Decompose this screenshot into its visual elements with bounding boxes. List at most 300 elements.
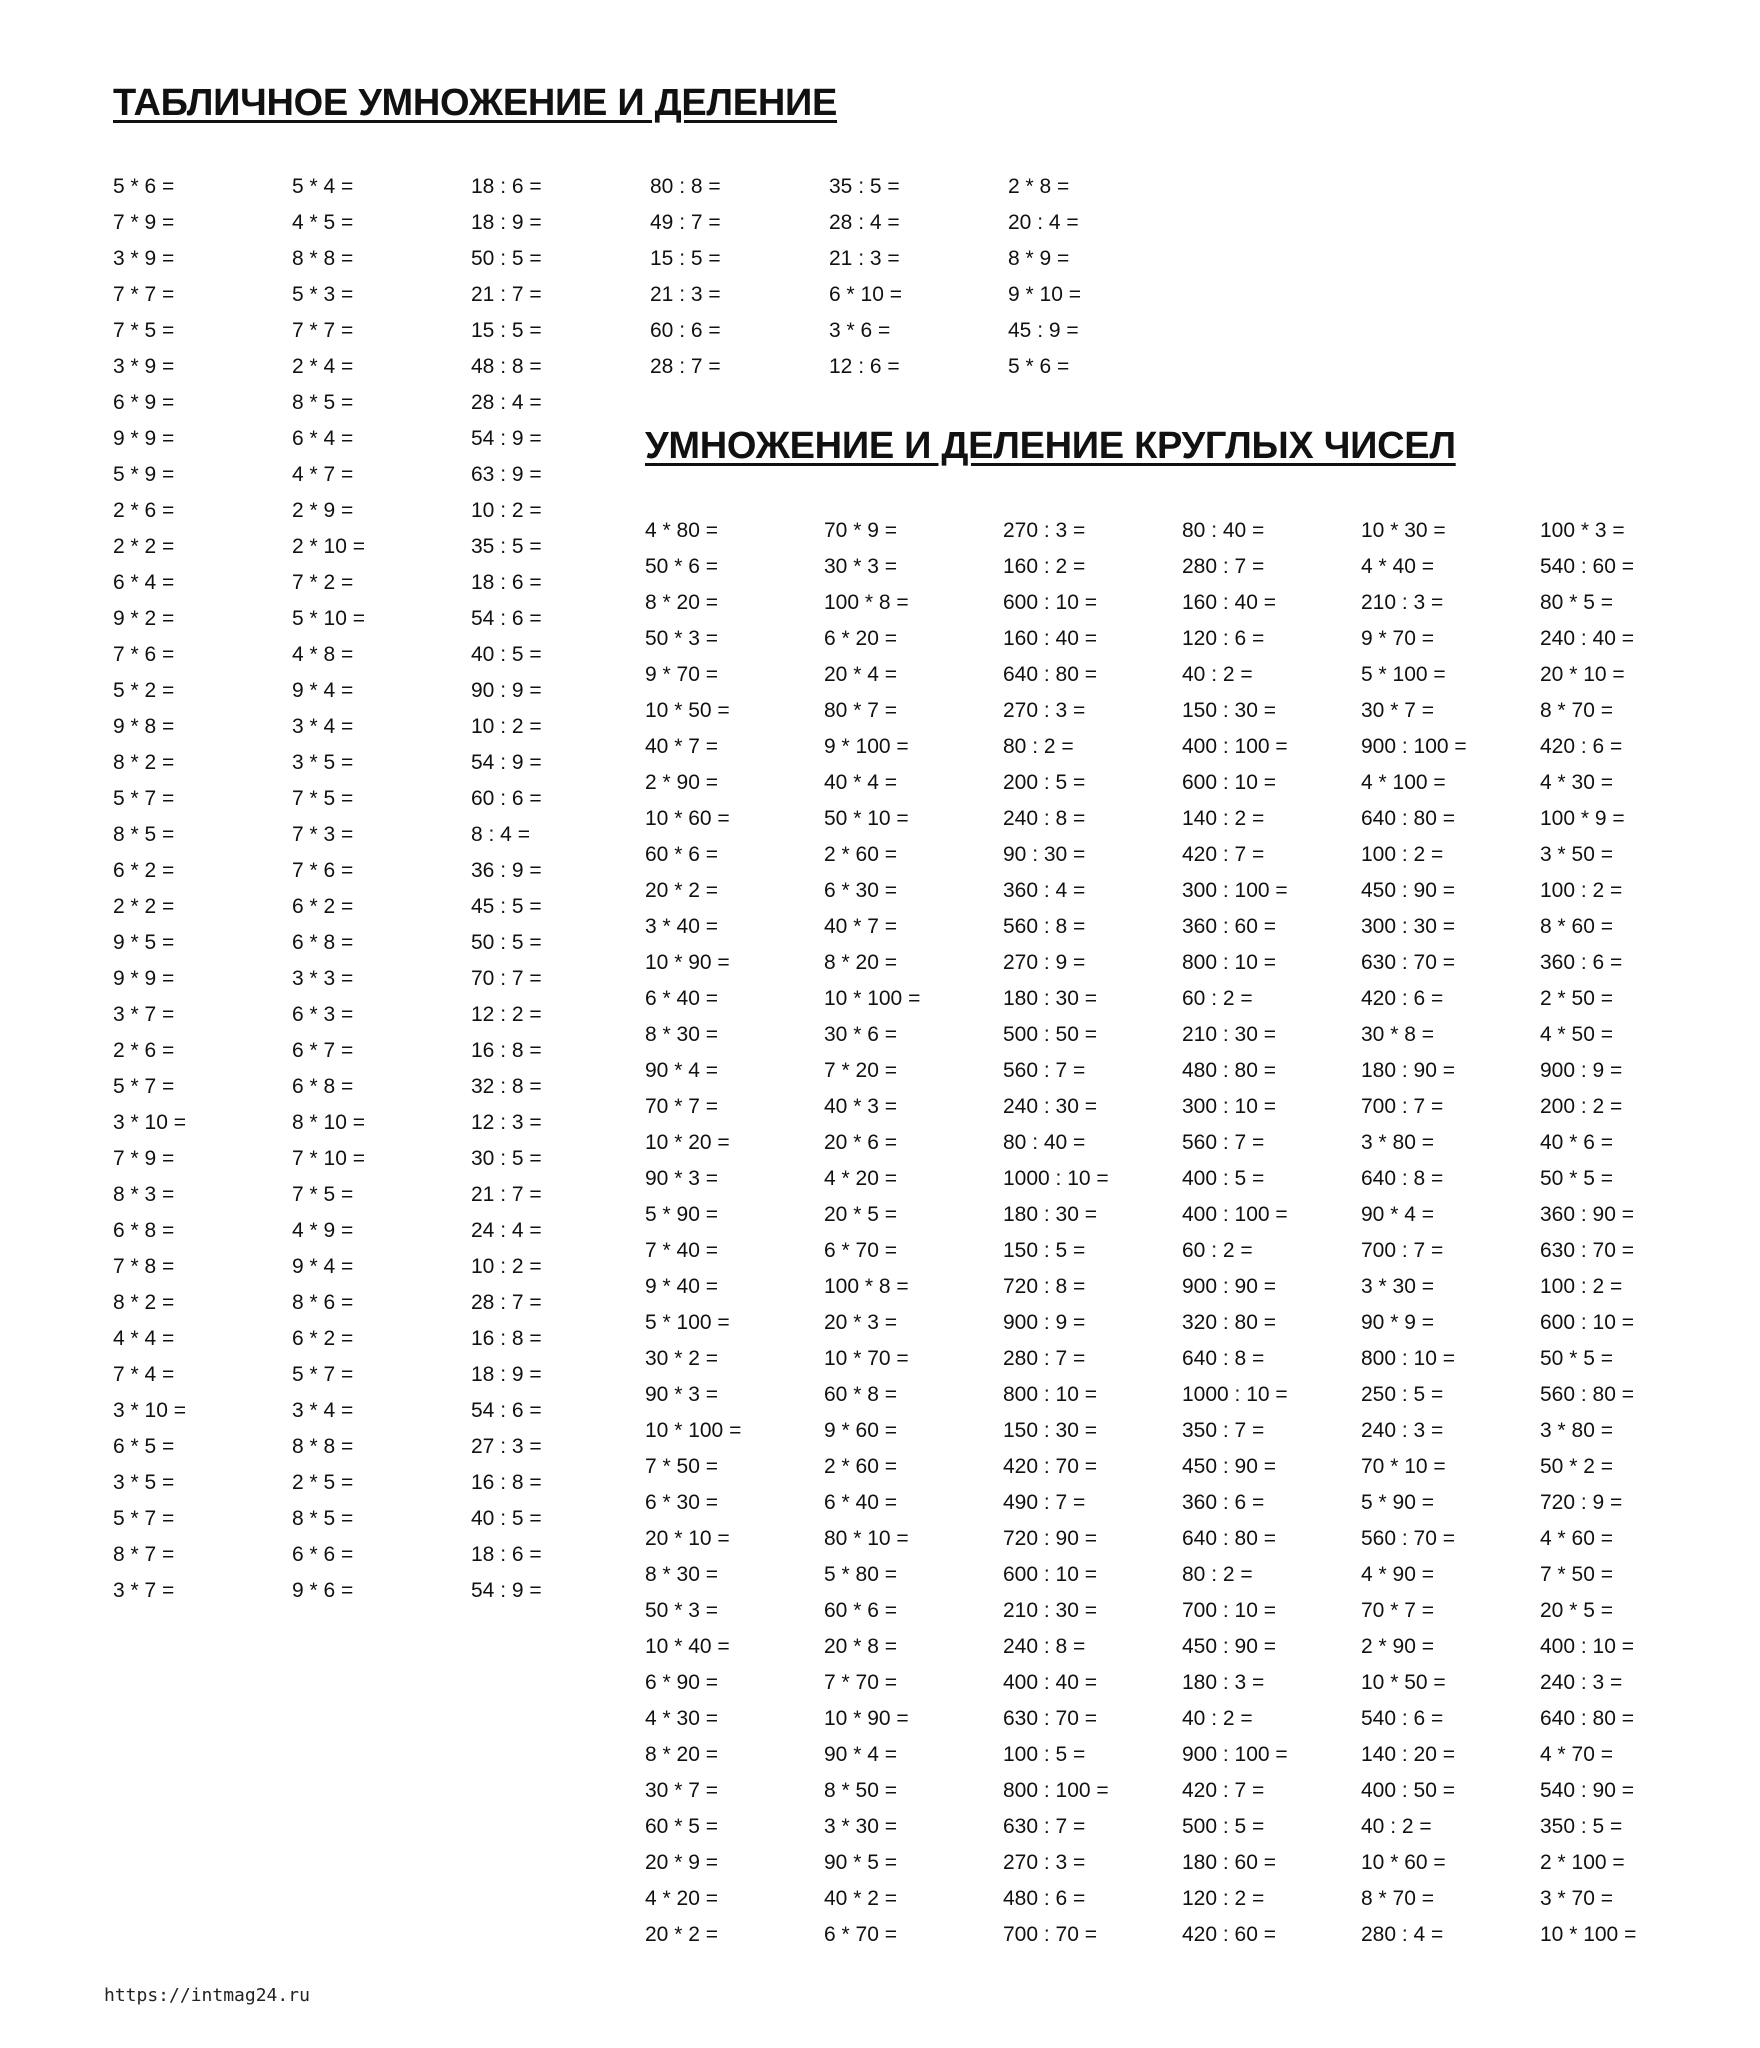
exercise-item: 540 : 6 = bbox=[1361, 1707, 1444, 1730]
exercise-item: 54 : 9 = bbox=[471, 1579, 542, 1602]
exercise-item: 6 * 20 = bbox=[824, 627, 897, 650]
exercise-item: 7 * 40 = bbox=[645, 1239, 718, 1262]
exercise-item: 300 : 10 = bbox=[1182, 1095, 1276, 1118]
exercise-item: 4 * 5 = bbox=[292, 211, 354, 234]
exercise-item: 70 : 7 = bbox=[471, 967, 542, 990]
exercise-item: 420 : 7 = bbox=[1182, 843, 1265, 866]
exercise-item: 4 * 80 = bbox=[645, 519, 718, 542]
exercise-item: 20 * 6 = bbox=[824, 1131, 897, 1154]
exercise-item: 30 * 3 = bbox=[824, 555, 897, 578]
exercise-item: 280 : 7 = bbox=[1182, 555, 1265, 578]
exercise-item: 7 * 50 = bbox=[1540, 1563, 1613, 1586]
exercise-item: 80 : 40 = bbox=[1182, 519, 1265, 542]
exercise-item: 4 * 70 = bbox=[1540, 1743, 1613, 1766]
exercise-item: 6 * 7 = bbox=[292, 1039, 354, 1062]
exercise-item: 70 * 10 = bbox=[1361, 1455, 1446, 1478]
exercise-item: 10 * 100 = bbox=[645, 1419, 742, 1442]
exercise-item: 600 : 10 = bbox=[1003, 591, 1097, 614]
exercise-item: 3 * 30 = bbox=[824, 1815, 897, 1838]
exercise-item: 270 : 3 = bbox=[1003, 519, 1086, 542]
exercise-item: 180 : 90 = bbox=[1361, 1059, 1455, 1082]
exercise-item: 2 * 4 = bbox=[292, 355, 354, 378]
exercise-item: 80 * 5 = bbox=[1540, 591, 1613, 614]
exercise-item: 70 * 9 = bbox=[824, 519, 897, 542]
exercise-item: 20 * 10 = bbox=[1540, 663, 1625, 686]
exercise-item: 7 * 5 = bbox=[292, 787, 354, 810]
exercise-item: 7 * 50 = bbox=[645, 1455, 718, 1478]
exercise-item: 6 * 70 = bbox=[824, 1239, 897, 1262]
exercise-item: 240 : 3 = bbox=[1361, 1419, 1444, 1442]
exercise-item: 360 : 6 = bbox=[1182, 1491, 1265, 1514]
exercise-item: 9 * 5 = bbox=[113, 931, 175, 954]
exercise-item: 8 * 50 = bbox=[824, 1779, 897, 1802]
exercise-item: 8 * 8 = bbox=[292, 1435, 354, 1458]
exercise-item: 48 : 8 = bbox=[471, 355, 542, 378]
exercise-item: 100 : 2 = bbox=[1361, 843, 1444, 866]
exercise-item: 400 : 100 = bbox=[1182, 735, 1288, 758]
exercise-item: 40 * 6 = bbox=[1540, 1131, 1613, 1154]
exercise-item: 3 * 50 = bbox=[1540, 843, 1613, 866]
exercise-item: 6 * 3 = bbox=[292, 1003, 354, 1026]
exercise-item: 8 * 70 = bbox=[1361, 1887, 1434, 1910]
exercise-item: 450 : 90 = bbox=[1182, 1455, 1276, 1478]
table-column-5 bbox=[829, 169, 902, 378]
exercise-item: 10 * 70 = bbox=[824, 1347, 909, 1370]
round-column-2 bbox=[824, 513, 920, 1953]
exercise-item: 6 * 10 = bbox=[829, 283, 902, 306]
exercise-item: 10 * 30 = bbox=[1361, 519, 1446, 542]
exercise-item: 10 : 2 = bbox=[471, 499, 542, 522]
exercise-item: 9 * 9 = bbox=[113, 427, 175, 450]
exercise-item: 3 * 4 = bbox=[292, 715, 354, 738]
exercise-item: 40 : 2 = bbox=[1182, 663, 1253, 686]
exercise-item: 10 : 2 = bbox=[471, 1255, 542, 1278]
exercise-item: 350 : 7 = bbox=[1182, 1419, 1265, 1442]
exercise-item: 10 * 40 = bbox=[645, 1635, 730, 1658]
exercise-item: 80 * 7 = bbox=[824, 699, 897, 722]
exercise-item: 630 : 70 = bbox=[1361, 951, 1455, 974]
exercise-item: 6 * 6 = bbox=[292, 1543, 354, 1566]
exercise-item: 900 : 9 = bbox=[1540, 1059, 1623, 1082]
exercise-item: 18 : 9 = bbox=[471, 211, 542, 234]
exercise-item: 60 : 2 = bbox=[1182, 987, 1253, 1010]
exercise-item: 28 : 7 = bbox=[650, 355, 721, 378]
exercise-item: 5 * 90 = bbox=[1361, 1491, 1434, 1514]
exercise-item: 7 * 5 = bbox=[292, 1183, 354, 1206]
exercise-item: 100 : 2 = bbox=[1540, 1275, 1623, 1298]
footer-url: https://intmag24.ru bbox=[104, 1985, 310, 2006]
exercise-item: 4 * 50 = bbox=[1540, 1023, 1613, 1046]
exercise-item: 3 * 10 = bbox=[113, 1111, 186, 1134]
exercise-item: 700 : 7 = bbox=[1361, 1095, 1444, 1118]
exercise-item: 240 : 8 = bbox=[1003, 807, 1086, 830]
exercise-item: 400 : 100 = bbox=[1182, 1203, 1288, 1226]
exercise-item: 420 : 70 = bbox=[1003, 1455, 1097, 1478]
exercise-item: 360 : 6 = bbox=[1540, 951, 1623, 974]
table-column-1 bbox=[113, 169, 186, 1609]
exercise-item: 50 * 3 = bbox=[645, 627, 718, 650]
exercise-item: 20 * 9 = bbox=[645, 1851, 718, 1874]
exercise-item: 700 : 10 = bbox=[1182, 1599, 1276, 1622]
table-column-2 bbox=[292, 169, 365, 1609]
exercise-item: 60 * 8 = bbox=[824, 1383, 897, 1406]
exercise-item: 9 * 2 = bbox=[113, 607, 175, 630]
exercise-item: 10 * 60 = bbox=[645, 807, 730, 830]
exercise-item: 12 : 6 = bbox=[829, 355, 900, 378]
exercise-item: 240 : 8 = bbox=[1003, 1635, 1086, 1658]
exercise-item: 3 * 4 = bbox=[292, 1399, 354, 1422]
exercise-item: 140 : 20 = bbox=[1361, 1743, 1455, 1766]
exercise-item: 7 * 6 = bbox=[292, 859, 354, 882]
exercise-item: 40 : 2 = bbox=[1182, 1707, 1253, 1730]
exercise-item: 420 : 60 = bbox=[1182, 1923, 1276, 1946]
exercise-item: 4 * 40 = bbox=[1361, 555, 1434, 578]
exercise-item: 27 : 3 = bbox=[471, 1435, 542, 1458]
section-title-round-numbers: УМНОЖЕНИЕ И ДЕЛЕНИЕ КРУГЛЫХ ЧИСЕЛ bbox=[645, 425, 1456, 467]
exercise-item: 40 * 4 = bbox=[824, 771, 897, 794]
exercise-item: 2 * 90 = bbox=[645, 771, 718, 794]
exercise-item: 7 * 70 = bbox=[824, 1671, 897, 1694]
exercise-item: 160 : 40 = bbox=[1003, 627, 1097, 650]
exercise-item: 8 * 10 = bbox=[292, 1111, 365, 1134]
exercise-item: 80 * 10 = bbox=[824, 1527, 909, 1550]
exercise-item: 1000 : 10 = bbox=[1182, 1383, 1288, 1406]
exercise-item: 8 * 5 = bbox=[292, 391, 354, 414]
exercise-item: 7 * 9 = bbox=[113, 211, 175, 234]
exercise-item: 5 * 3 = bbox=[292, 283, 354, 306]
exercise-item: 300 : 100 = bbox=[1182, 879, 1288, 902]
exercise-item: 54 : 9 = bbox=[471, 751, 542, 774]
exercise-item: 7 * 2 = bbox=[292, 571, 354, 594]
exercise-item: 180 : 30 = bbox=[1003, 1203, 1097, 1226]
exercise-item: 2 * 9 = bbox=[292, 499, 354, 522]
exercise-item: 6 * 40 = bbox=[824, 1491, 897, 1514]
exercise-item: 8 * 30 = bbox=[645, 1563, 718, 1586]
exercise-item: 300 : 30 = bbox=[1361, 915, 1455, 938]
exercise-item: 50 : 5 = bbox=[471, 931, 542, 954]
exercise-item: 100 * 3 = bbox=[1540, 519, 1625, 542]
exercise-item: 270 : 3 = bbox=[1003, 699, 1086, 722]
exercise-item: 2 * 2 = bbox=[113, 895, 175, 918]
exercise-item: 5 * 9 = bbox=[113, 463, 175, 486]
exercise-item: 4 * 20 = bbox=[824, 1167, 897, 1190]
exercise-item: 10 * 90 = bbox=[645, 951, 730, 974]
exercise-item: 210 : 3 = bbox=[1361, 591, 1444, 614]
exercise-item: 6 * 40 = bbox=[645, 987, 718, 1010]
exercise-item: 50 : 5 = bbox=[471, 247, 542, 270]
exercise-item: 54 : 6 = bbox=[471, 607, 542, 630]
exercise-item: 6 * 4 = bbox=[292, 427, 354, 450]
exercise-item: 50 * 3 = bbox=[645, 1599, 718, 1622]
exercise-item: 800 : 10 = bbox=[1361, 1347, 1455, 1370]
exercise-item: 80 : 2 = bbox=[1003, 735, 1074, 758]
exercise-item: 16 : 8 = bbox=[471, 1327, 542, 1350]
exercise-item: 4 * 30 = bbox=[1540, 771, 1613, 794]
exercise-item: 8 * 20 = bbox=[824, 951, 897, 974]
exercise-item: 720 : 9 = bbox=[1540, 1491, 1623, 1514]
exercise-item: 50 * 5 = bbox=[1540, 1167, 1613, 1190]
exercise-item: 9 * 8 = bbox=[113, 715, 175, 738]
exercise-item: 20 : 4 = bbox=[1008, 211, 1079, 234]
exercise-item: 160 : 40 = bbox=[1182, 591, 1276, 614]
exercise-item: 18 : 6 = bbox=[471, 175, 542, 198]
table-column-6 bbox=[1008, 169, 1081, 378]
exercise-item: 3 * 80 = bbox=[1361, 1131, 1434, 1154]
exercise-item: 15 : 5 = bbox=[650, 247, 721, 270]
exercise-item: 90 : 30 = bbox=[1003, 843, 1086, 866]
exercise-item: 560 : 80 = bbox=[1540, 1383, 1634, 1406]
exercise-item: 900 : 100 = bbox=[1361, 735, 1467, 758]
exercise-item: 10 * 50 = bbox=[1361, 1671, 1446, 1694]
exercise-item: 6 * 90 = bbox=[645, 1671, 718, 1694]
exercise-item: 3 * 9 = bbox=[113, 247, 175, 270]
exercise-item: 30 * 2 = bbox=[645, 1347, 718, 1370]
exercise-item: 4 * 9 = bbox=[292, 1219, 354, 1242]
exercise-item: 2 * 6 = bbox=[113, 1039, 175, 1062]
round-column-6 bbox=[1540, 513, 1636, 1953]
exercise-item: 450 : 90 = bbox=[1361, 879, 1455, 902]
exercise-item: 80 : 2 = bbox=[1182, 1563, 1253, 1586]
exercise-item: 150 : 30 = bbox=[1003, 1419, 1097, 1442]
exercise-item: 7 * 7 = bbox=[292, 319, 354, 342]
exercise-item: 280 : 4 = bbox=[1361, 1923, 1444, 1946]
section-title-table-multiplication: ТАБЛИЧНОЕ УМНОЖЕНИЕ И ДЕЛЕНИЕ bbox=[113, 82, 838, 124]
exercise-item: 2 * 6 = bbox=[113, 499, 175, 522]
exercise-item: 400 : 10 = bbox=[1540, 1635, 1634, 1658]
exercise-item: 150 : 30 = bbox=[1182, 699, 1276, 722]
exercise-item: 10 * 90 = bbox=[824, 1707, 909, 1730]
exercise-item: 8 * 2 = bbox=[113, 751, 175, 774]
exercise-item: 280 : 7 = bbox=[1003, 1347, 1086, 1370]
exercise-item: 50 * 6 = bbox=[645, 555, 718, 578]
exercise-item: 10 * 60 = bbox=[1361, 1851, 1446, 1874]
exercise-item: 1000 : 10 = bbox=[1003, 1167, 1109, 1190]
exercise-item: 10 * 20 = bbox=[645, 1131, 730, 1154]
exercise-item: 3 * 5 = bbox=[292, 751, 354, 774]
exercise-item: 2 * 10 = bbox=[292, 535, 365, 558]
exercise-item: 5 * 7 = bbox=[113, 1507, 175, 1530]
exercise-item: 21 : 7 = bbox=[471, 1183, 542, 1206]
exercise-item: 7 * 4 = bbox=[113, 1363, 175, 1386]
exercise-item: 6 * 5 = bbox=[113, 1435, 175, 1458]
exercise-item: 5 * 2 = bbox=[113, 679, 175, 702]
exercise-item: 900 : 100 = bbox=[1182, 1743, 1288, 1766]
exercise-item: 600 : 10 = bbox=[1003, 1563, 1097, 1586]
exercise-item: 10 * 50 = bbox=[645, 699, 730, 722]
exercise-item: 100 : 5 = bbox=[1003, 1743, 1086, 1766]
exercise-item: 3 * 30 = bbox=[1361, 1275, 1434, 1298]
exercise-item: 7 * 5 = bbox=[113, 319, 175, 342]
exercise-item: 3 * 80 = bbox=[1540, 1419, 1613, 1442]
exercise-item: 35 : 5 = bbox=[829, 175, 900, 198]
exercise-item: 640 : 80 = bbox=[1182, 1527, 1276, 1550]
exercise-item: 50 * 2 = bbox=[1540, 1455, 1613, 1478]
exercise-item: 90 * 5 = bbox=[824, 1851, 897, 1874]
exercise-item: 40 * 7 = bbox=[824, 915, 897, 938]
exercise-item: 800 : 10 = bbox=[1182, 951, 1276, 974]
exercise-item: 20 * 10 = bbox=[645, 1527, 730, 1550]
exercise-item: 640 : 80 = bbox=[1003, 663, 1097, 686]
exercise-item: 240 : 40 = bbox=[1540, 627, 1634, 650]
exercise-item: 540 : 60 = bbox=[1540, 555, 1634, 578]
exercise-item: 7 * 8 = bbox=[113, 1255, 175, 1278]
exercise-item: 8 * 3 = bbox=[113, 1183, 175, 1206]
exercise-item: 4 * 90 = bbox=[1361, 1563, 1434, 1586]
exercise-item: 700 : 7 = bbox=[1361, 1239, 1444, 1262]
exercise-item: 6 * 70 = bbox=[824, 1923, 897, 1946]
exercise-item: 9 * 60 = bbox=[824, 1419, 897, 1442]
exercise-item: 9 * 70 = bbox=[645, 663, 718, 686]
exercise-item: 36 : 9 = bbox=[471, 859, 542, 882]
exercise-item: 8 * 30 = bbox=[645, 1023, 718, 1046]
exercise-item: 28 : 7 = bbox=[471, 1291, 542, 1314]
exercise-item: 640 : 80 = bbox=[1540, 1707, 1634, 1730]
exercise-item: 640 : 80 = bbox=[1361, 807, 1455, 830]
exercise-item: 60 : 6 = bbox=[471, 787, 542, 810]
exercise-item: 20 * 5 = bbox=[824, 1203, 897, 1226]
exercise-item: 640 : 8 = bbox=[1361, 1167, 1444, 1190]
exercise-item: 9 * 100 = bbox=[824, 735, 909, 758]
exercise-item: 12 : 3 = bbox=[471, 1111, 542, 1134]
exercise-item: 18 : 6 = bbox=[471, 1543, 542, 1566]
exercise-item: 4 * 8 = bbox=[292, 643, 354, 666]
exercise-item: 8 * 20 = bbox=[645, 591, 718, 614]
exercise-item: 8 * 9 = bbox=[1008, 247, 1070, 270]
exercise-item: 5 * 6 = bbox=[113, 175, 175, 198]
exercise-item: 2 * 60 = bbox=[824, 843, 897, 866]
exercise-item: 8 * 7 = bbox=[113, 1543, 175, 1566]
exercise-item: 40 * 2 = bbox=[824, 1887, 897, 1910]
exercise-item: 5 * 7 = bbox=[292, 1363, 354, 1386]
exercise-item: 90 * 4 = bbox=[1361, 1203, 1434, 1226]
exercise-item: 4 * 20 = bbox=[645, 1887, 718, 1910]
exercise-item: 7 * 9 = bbox=[113, 1147, 175, 1170]
exercise-item: 54 : 9 = bbox=[471, 427, 542, 450]
exercise-item: 3 * 5 = bbox=[113, 1471, 175, 1494]
exercise-item: 2 * 60 = bbox=[824, 1455, 897, 1478]
exercise-item: 400 : 5 = bbox=[1182, 1167, 1265, 1190]
exercise-item: 360 : 60 = bbox=[1182, 915, 1276, 938]
exercise-item: 360 : 90 = bbox=[1540, 1203, 1634, 1226]
exercise-item: 40 : 5 = bbox=[471, 1507, 542, 1530]
exercise-item: 600 : 10 = bbox=[1540, 1311, 1634, 1334]
exercise-item: 3 * 3 = bbox=[292, 967, 354, 990]
exercise-item: 6 * 2 = bbox=[292, 1327, 354, 1350]
exercise-item: 720 : 8 = bbox=[1003, 1275, 1086, 1298]
exercise-item: 7 * 10 = bbox=[292, 1147, 365, 1170]
exercise-item: 54 : 6 = bbox=[471, 1399, 542, 1422]
exercise-item: 250 : 5 = bbox=[1361, 1383, 1444, 1406]
exercise-item: 4 * 7 = bbox=[292, 463, 354, 486]
exercise-item: 3 * 9 = bbox=[113, 355, 175, 378]
exercise-item: 450 : 90 = bbox=[1182, 1635, 1276, 1658]
exercise-item: 720 : 90 = bbox=[1003, 1527, 1097, 1550]
table-column-4 bbox=[650, 169, 721, 378]
exercise-item: 20 * 2 = bbox=[645, 1923, 718, 1946]
exercise-item: 6 * 9 = bbox=[113, 391, 175, 414]
exercise-item: 70 * 7 = bbox=[1361, 1599, 1434, 1622]
exercise-item: 270 : 9 = bbox=[1003, 951, 1086, 974]
exercise-item: 700 : 70 = bbox=[1003, 1923, 1097, 1946]
exercise-item: 7 * 3 = bbox=[292, 823, 354, 846]
exercise-item: 50 * 5 = bbox=[1540, 1347, 1613, 1370]
exercise-item: 630 : 70 = bbox=[1540, 1239, 1634, 1262]
exercise-item: 9 * 6 = bbox=[292, 1579, 354, 1602]
exercise-item: 45 : 5 = bbox=[471, 895, 542, 918]
exercise-item: 6 * 8 = bbox=[292, 931, 354, 954]
exercise-item: 35 : 5 = bbox=[471, 535, 542, 558]
exercise-item: 5 * 90 = bbox=[645, 1203, 718, 1226]
exercise-item: 9 * 9 = bbox=[113, 967, 175, 990]
exercise-item: 60 * 6 = bbox=[824, 1599, 897, 1622]
exercise-item: 24 : 4 = bbox=[471, 1219, 542, 1242]
exercise-item: 40 : 5 = bbox=[471, 643, 542, 666]
exercise-item: 420 : 6 = bbox=[1361, 987, 1444, 1010]
exercise-item: 28 : 4 = bbox=[471, 391, 542, 414]
exercise-item: 7 * 20 = bbox=[824, 1059, 897, 1082]
exercise-item: 9 * 4 = bbox=[292, 1255, 354, 1278]
exercise-item: 270 : 3 = bbox=[1003, 1851, 1086, 1874]
exercise-item: 320 : 80 = bbox=[1182, 1311, 1276, 1334]
exercise-item: 90 * 4 = bbox=[824, 1743, 897, 1766]
exercise-item: 3 * 70 = bbox=[1540, 1887, 1613, 1910]
exercise-item: 5 * 7 = bbox=[113, 787, 175, 810]
exercise-item: 6 * 30 = bbox=[824, 879, 897, 902]
exercise-item: 500 : 5 = bbox=[1182, 1815, 1265, 1838]
exercise-item: 2 * 50 = bbox=[1540, 987, 1613, 1010]
exercise-item: 8 * 8 = bbox=[292, 247, 354, 270]
exercise-item: 100 * 8 = bbox=[824, 1275, 909, 1298]
exercise-item: 100 * 8 = bbox=[824, 591, 909, 614]
exercise-item: 8 * 60 = bbox=[1540, 915, 1613, 938]
round-column-1 bbox=[645, 513, 741, 1953]
exercise-item: 4 * 4 = bbox=[113, 1327, 175, 1350]
exercise-item: 600 : 10 = bbox=[1182, 771, 1276, 794]
exercise-item: 40 : 2 = bbox=[1361, 1815, 1432, 1838]
exercise-item: 9 * 10 = bbox=[1008, 283, 1081, 306]
exercise-item: 3 * 10 = bbox=[113, 1399, 186, 1422]
exercise-item: 5 * 7 = bbox=[113, 1075, 175, 1098]
exercise-item: 2 * 90 = bbox=[1361, 1635, 1434, 1658]
exercise-item: 540 : 90 = bbox=[1540, 1779, 1634, 1802]
exercise-item: 10 : 2 = bbox=[471, 715, 542, 738]
exercise-item: 49 : 7 = bbox=[650, 211, 721, 234]
exercise-item: 3 * 7 = bbox=[113, 1579, 175, 1602]
round-column-4 bbox=[1182, 513, 1288, 1953]
exercise-item: 5 * 4 = bbox=[292, 175, 354, 198]
exercise-item: 480 : 80 = bbox=[1182, 1059, 1276, 1082]
exercise-item: 9 * 4 = bbox=[292, 679, 354, 702]
exercise-item: 360 : 4 = bbox=[1003, 879, 1086, 902]
exercise-item: 18 : 6 = bbox=[471, 571, 542, 594]
exercise-item: 2 * 8 = bbox=[1008, 175, 1070, 198]
exercise-item: 6 * 2 = bbox=[292, 895, 354, 918]
exercise-item: 240 : 30 = bbox=[1003, 1095, 1097, 1118]
exercise-item: 30 * 7 = bbox=[1361, 699, 1434, 722]
exercise-item: 560 : 7 = bbox=[1182, 1131, 1265, 1154]
exercise-item: 350 : 5 = bbox=[1540, 1815, 1623, 1838]
exercise-item: 490 : 7 = bbox=[1003, 1491, 1086, 1514]
exercise-item: 40 * 7 = bbox=[645, 735, 718, 758]
exercise-item: 60 : 6 = bbox=[650, 319, 721, 342]
exercise-item: 5 * 80 = bbox=[824, 1563, 897, 1586]
exercise-item: 150 : 5 = bbox=[1003, 1239, 1086, 1262]
exercise-item: 18 : 9 = bbox=[471, 1363, 542, 1386]
exercise-item: 4 * 60 = bbox=[1540, 1527, 1613, 1550]
exercise-item: 90 * 9 = bbox=[1361, 1311, 1434, 1334]
exercise-item: 8 * 6 = bbox=[292, 1291, 354, 1314]
exercise-item: 560 : 70 = bbox=[1361, 1527, 1455, 1550]
